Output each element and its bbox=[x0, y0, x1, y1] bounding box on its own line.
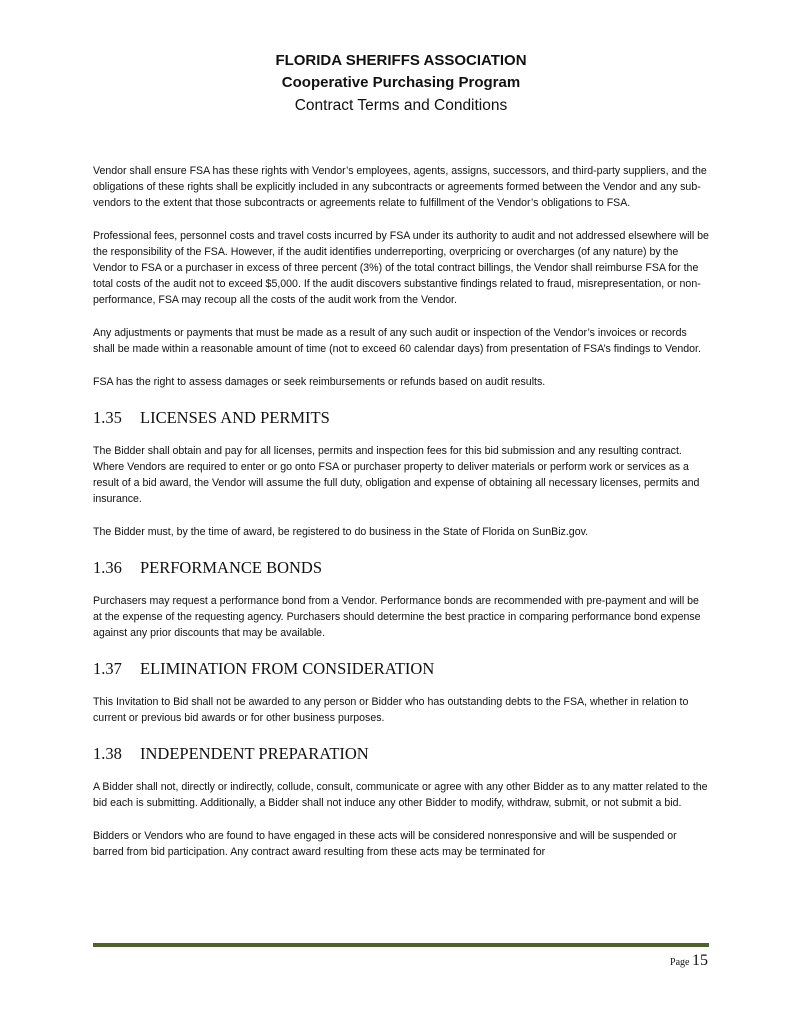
section-heading-licenses-permits bbox=[93, 407, 709, 429]
page-number bbox=[670, 952, 708, 970]
program-title: Cooperative Purchasing Program bbox=[281, 74, 521, 91]
section-paragraph: The Bidder shall obtain and pay for all licenses, permits and inspection fees for this bid submission and any resulting contract. Where Vendors are required to enter or go onto FSA or purchaser property to deliver materials or perform work or services as a result of a bid award, the Vendor will assume the full duty, obligation and expense of obtaining all necessary licenses, permits and insurance. bbox=[93, 445, 700, 505]
document-body bbox=[93, 163, 709, 877]
section-title: LICENSES AND PERMITS bbox=[140, 408, 330, 427]
section-title: ELIMINATION FROM CONSIDERATION bbox=[140, 659, 435, 678]
page-label: Page bbox=[670, 957, 690, 968]
section-title: PERFORMANCE BONDS bbox=[140, 558, 322, 577]
intro-paragraph-3: Any adjustments or payments that must be made as a result of any such audit or inspection of the Vendor’s invoices or records shall be made within a reasonable amount of time (not to exceed 60 calendar days) from presentation of FSA’s findings to Vendor. bbox=[93, 327, 701, 355]
intro-paragraph-1: Vendor shall ensure FSA has these rights with Vendor’s employees, agents, assigns, successors, and third-party suppliers, and the obligations of these rights shall be explicitly included in any subcontracts or agreements formed between the Vendor and any sub-vendors to the extent that those subcontracts or agreements relate to fulfillment of the Vendor’s obligations to FSA. bbox=[93, 165, 707, 209]
intro-paragraph-2: Professional fees, personnel costs and travel costs incurred by FSA under its authority to audit and not addressed elsewhere will be the responsibility of the FSA. However, if the audit identifies underreporting, overpricing or overcharges (of any nature) by the Vendor to FSA or a purchaser in excess of three percent (3%) of the total contract billings, the Vendor shall reimburse FSA for the total costs of the audit not to exceed $5,000. If the audit discovers substantive findings related to fraud, misrepresentation, or non-performance, FSA may recoup all the costs of the audit work from the Vendor. bbox=[93, 230, 709, 306]
section-paragraph: A Bidder shall not, directly or indirectly, collude, consult, communicate or agree with any other Bidder as to any matter related to the bid each is submitting. Additionally, a Bidder shall not induce any other Bidder to modify, withdraw, submit, or not submit a bid. bbox=[93, 781, 708, 809]
section-paragraph: This Invitation to Bid shall not be awarded to any person or Bidder who has outstanding debts to the FSA, whether in relation to current or previous bid awards or for other business purposes. bbox=[93, 696, 689, 724]
section-number: 1.35 bbox=[93, 408, 122, 427]
section-heading-independent-preparation bbox=[93, 743, 709, 765]
intro-paragraph-4: FSA has the right to assess damages or seek reimbursements or refunds based on audit results. bbox=[93, 376, 546, 388]
document-page bbox=[93, 0, 709, 858]
section-heading-elimination bbox=[93, 658, 709, 680]
section-number: 1.36 bbox=[93, 558, 122, 577]
footer-divider bbox=[93, 943, 709, 947]
section-paragraph: Bidders or Vendors who are found to have engaged in these acts will be considered nonresponsive and will be suspended or barred from bid participation. Any contract award resulting from these acts may be terminated for bbox=[93, 830, 677, 858]
section-title: INDEPENDENT PREPARATION bbox=[140, 744, 369, 763]
document-header bbox=[93, 50, 709, 118]
section-number: 1.38 bbox=[93, 744, 122, 763]
page-number-value: 15 bbox=[692, 952, 708, 969]
document-subtitle: Contract Terms and Conditions bbox=[294, 97, 508, 114]
organization-title: FLORIDA SHERIFFS ASSOCIATION bbox=[275, 52, 527, 69]
section-paragraph: Purchasers may request a performance bond from a Vendor. Performance bonds are recommended with pre-payment and will be at the expense of the requesting agency. Purchasers should determine the best practice in comparing performance bond expense against any prior discounts that may be available. bbox=[93, 595, 701, 639]
section-paragraph: The Bidder must, by the time of award, be registered to do business in the State of Florida on SunBiz.gov. bbox=[93, 526, 589, 538]
section-number: 1.37 bbox=[93, 659, 122, 678]
section-heading-performance-bonds bbox=[93, 557, 709, 579]
